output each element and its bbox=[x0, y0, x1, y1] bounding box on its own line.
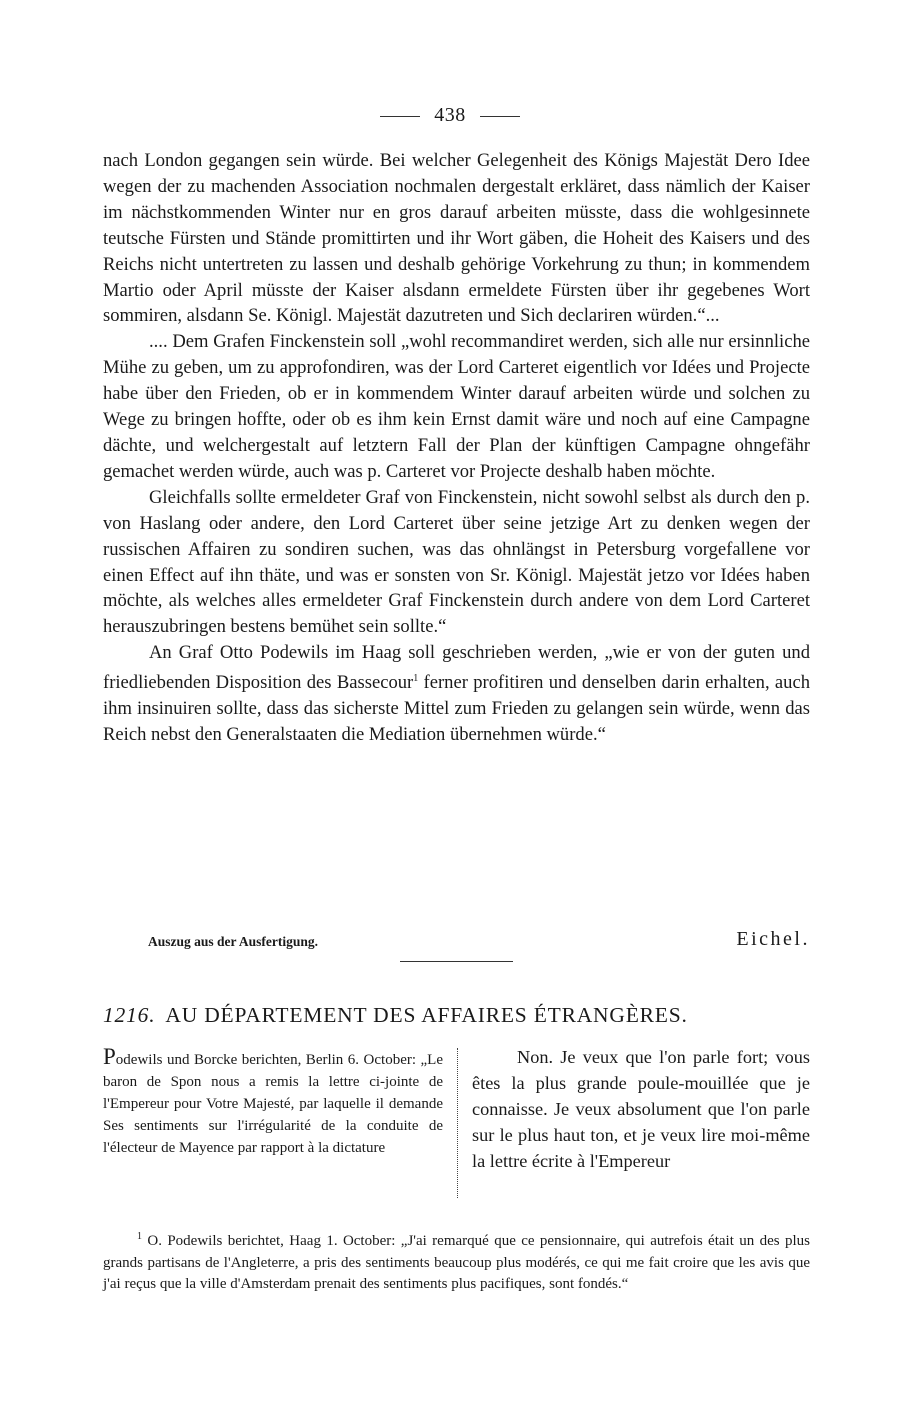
page-number bbox=[0, 104, 900, 127]
source-note: Auszug aus der Ausfertigung. bbox=[148, 934, 319, 949]
paragraph: Gleichfalls sollte ermeldeter Graf von Finckenstein, nicht sowohl selbst als durch den p. von Haslang oder andere, den Lord Carteret über seine jetzige Art zu denken wegen der russischen Affairen zu sondiren suchen, was das ohnlängst in Petersburg vorgefallene vor einen Effect auf ihn thäte, und was er sonsten von Sr. Königl. Majestät jetzo vor Idées haben möchte, als welches alles ermeldeter Graf Finckenstein durch andere von dem Lord Carteret herauszubringen bestens bemühet sein sollte.“ bbox=[103, 486, 810, 638]
section-heading bbox=[103, 1003, 810, 1028]
footnote-text: O. Podewils berichtet, Haag 1. October: „J'ai remarqué que ce pensionnaire, qui autrefois était un des plus grands partisans de l'Angleterre, a pris des sentiments beaucoup plus modérés, ce qui me fait croire que les avis que j'ai reçus que la ville d'Amsterdam prenait des sentiments plus pacifiques, sont fondés.“ bbox=[103, 1233, 810, 1292]
section-title: AU DÉPARTEMENT DES AFFAIRES ÉTRANGÈRES. bbox=[165, 1003, 688, 1027]
section-number: 1216. bbox=[103, 1003, 156, 1027]
column-divider bbox=[457, 1048, 458, 1198]
signature-row bbox=[148, 928, 810, 956]
paragraph-text: ferner profitiren und denselben darin erhalten, auch ihm insinuiren sollte, dass das sicherste Mittel zum Frieden zu gelangen sein würde, wenn das Reich nebst den Generalstaaten die Mediation übernehmen würde.“ bbox=[103, 672, 810, 746]
footnote-line bbox=[103, 1226, 810, 1296]
divider bbox=[380, 116, 420, 117]
left-column-text: odewils und Borcke berichten, Berlin 6. October: „Le baron de Spon nous a remis la lettre ci-jointe de l'Empereur pour Votre Majesté, par laquelle il demande Ses sentiments sur l'irrégularité de la conduite de l'électeur de Mayence par rapport à la dictature bbox=[103, 1052, 443, 1156]
main-text bbox=[103, 148, 810, 748]
dropcap: P bbox=[103, 1044, 116, 1069]
footnote-number: 1 bbox=[137, 1231, 142, 1242]
paragraph: nach London gegangen sein würde. Bei welcher Gelegenheit des Königs Majestät Dero Idee wegen der zu machenden Association nochmalen dergestalt erkläret, dass nämlich der Kaiser im nächstkommenden Winter nur en gros darauf arbeiten müsste, dass die wohlgesinnete teutsche Fürsten und Stände promittirten und ihr Wort gäben, die Hoheit des Kaisers und des Reichs nicht untertreten zu lassen und deshalb gehörige Vorkehrung zu thun; in kommendem Martio oder April müsste der Kaiser alsdann ermeldete Fürsten über ihr gegebenes Wort sommiren, alsdann Se. Königl. Majestät dazutreten und Sich declariren würden.“... bbox=[103, 150, 810, 327]
divider bbox=[480, 116, 520, 117]
footnote-reference: 1 bbox=[413, 673, 419, 685]
page-number-text: 438 bbox=[434, 104, 466, 126]
section-divider bbox=[400, 961, 513, 962]
right-column-text: Non. Je veux que l'on parle fort; vous êtes la plus grande poule-mouillée que je connaisse. Je veux absolument que l'on parle sur le plus haut ton, et je veux lire moi-même la lettre écrite à l'Empereur bbox=[472, 1047, 810, 1171]
paragraph-text: An Graf Otto Podewils im Haag soll geschrieben werden, „wie er von der guten und friedliebenden Disposition des Bassecour bbox=[103, 642, 810, 694]
right-column bbox=[472, 1044, 810, 1174]
paragraph bbox=[103, 640, 810, 748]
paragraph: .... Dem Grafen Finckenstein soll „wohl recommandiret werden, sich alle nur ersinnliche Mühe zu geben, um zu approfondiren, was der Lord Carteret eigentlich vor Idées und Projecte habe über den Frieden, ob er in kommendem Winter darauf arbeiten würde und solchen zu Wege zu bringen hoffte, oder ob es ihm kein Ernst damit wäre und noch auf eine Campagne dächte, und welchergestalt auf letztern Fall der Plan der künftigen Campagne ohngefähr gemachet werden würde, auch was p. Carteret vor Projecte deshalb haben möchte. bbox=[103, 331, 810, 482]
signature: Eichel. bbox=[736, 928, 810, 950]
left-column bbox=[103, 1046, 443, 1159]
footnote bbox=[103, 1226, 810, 1296]
